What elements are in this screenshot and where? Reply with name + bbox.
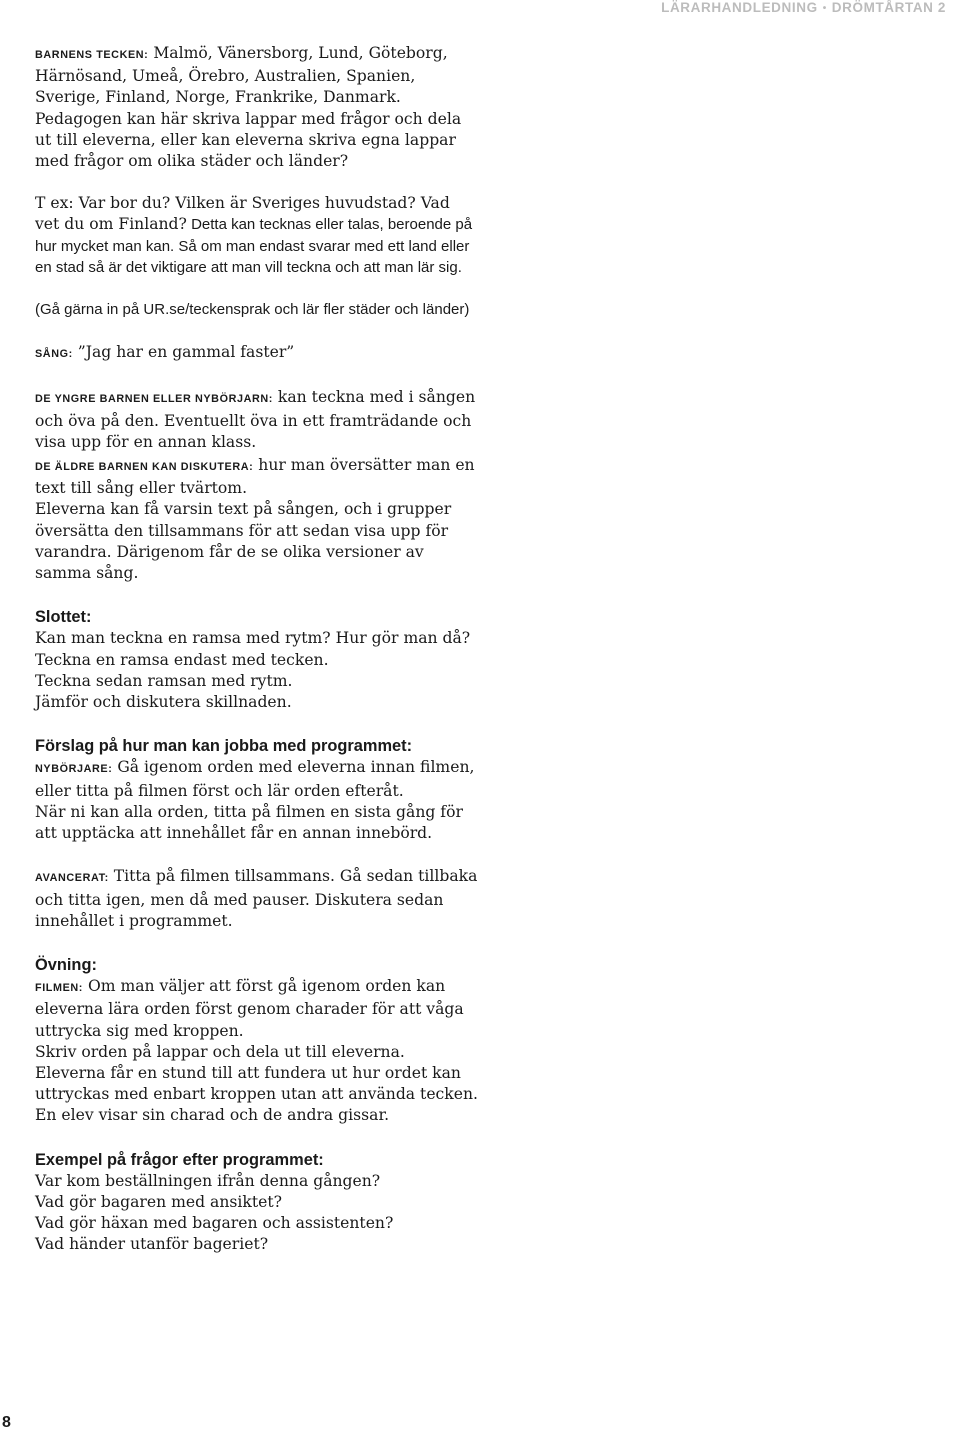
- exempel-question: Var kom beställningen ifrån denna gången?: [35, 1171, 381, 1190]
- slottet-line: Teckna sedan ramsan med rytm.: [35, 671, 293, 690]
- example-questions: T ex: Var bor du? Vilken är Sveriges huvudstad? Vad vet du om Finland?: [35, 194, 450, 234]
- intro-lead: BARNENS TECKEN:: [35, 49, 149, 61]
- song-lead: SÅNG:: [35, 348, 73, 361]
- film-text: Om man väljer att först gå igenom orden kan eleverna lära orden först genom charader för att våga uttrycka sig med kroppen.: [35, 977, 464, 1040]
- example-explanation: Detta kan tecknas eller talas, beroende på hur mycket man kan. Så om man endast svarar med ett land eller en stad så är det viktigare att man vill teckna och att man lär sig.: [35, 216, 473, 276]
- older-instruction: Eleverna kan få varsin text på sången, och i grupper översätta den tillsammans för att sedan visa upp för varandra. Därigenom får de se olika versioner av samma sång.: [35, 500, 452, 583]
- link-note: (Gå gärna in på UR.se/teckensprak och lär fler städer och länder): [35, 301, 470, 319]
- exempel-question: Vad gör häxan med bagaren och assistenten?: [35, 1214, 394, 1233]
- song-title: ”Jag har en gammal faster”: [72, 343, 295, 362]
- header-separator: •: [822, 3, 827, 14]
- younger-text: kan teckna med i sången och öva på den. Eventuellt öva in ett framträdande och visa upp för en annan klass.: [35, 388, 476, 451]
- exempel-heading: Exempel på frågor efter programmet:: [35, 1150, 324, 1169]
- slottet-line: Jämför och diskutera skillnaden.: [35, 693, 292, 712]
- ovning-heading: Övning:: [35, 955, 97, 974]
- film-lead: FILMEN:: [35, 982, 83, 995]
- slottet-heading: Slottet:: [35, 608, 92, 627]
- beginner-lead: NYBÖRJARE:: [35, 763, 113, 776]
- page-content: [35, 43, 479, 1256]
- slottet-line: Kan man teckna en ramsa med rytm? Hur gör man då?: [35, 629, 471, 648]
- intro-paragraph: [35, 43, 479, 109]
- exempel-question: Vad gör bagaren med ansiktet?: [35, 1192, 282, 1211]
- header-series: LÄRARHANDLEDNING: [661, 0, 818, 15]
- advanced-text: Titta på filmen tillsammans. Gå sedan tillbaka och titta igen, men då med pauser. Diskutera sedan innehållet i programmet.: [35, 867, 478, 930]
- younger-lead: DE YNGRE BARNEN ELLER NYBÖRJARN:: [35, 393, 273, 406]
- beginner-paragraph: [35, 757, 479, 801]
- song-paragraph: [35, 342, 479, 365]
- film-paragraph: [35, 976, 479, 1042]
- page-number: 8: [2, 1414, 11, 1431]
- slottet-line: Teckna en ramsa endast med tecken.: [35, 650, 329, 669]
- exempel-question: Vad händer utanför bageriet?: [35, 1235, 269, 1254]
- advanced-lead: AVANCERAT:: [35, 872, 109, 885]
- header-title: DRÖMTÅRTAN 2: [831, 0, 946, 15]
- older-text: hur man översätter man en text till sång eller tvärtom.: [35, 456, 475, 498]
- intro-instruction: Pedagogen kan här skriva lappar med frågor och dela ut till eleverna, eller kan eleverna skriva egna lappar med frågor om olika städer och länder?: [35, 109, 462, 171]
- older-lead: DE ÄLDRE BARNEN KAN DISKUTERA:: [35, 461, 254, 474]
- running-header: [661, 0, 946, 15]
- intro-text: Malmö, Vänersborg, Lund, Göteborg, Härnösand, Umeå, Örebro, Australien, Spanien, Sverige, Finland, Norge, Frankrike, Danmark.: [35, 44, 448, 107]
- advanced-paragraph: [35, 866, 479, 932]
- ovning-instruction: Skriv orden på lappar och dela ut till eleverna. Eleverna får en stund till att fundera ut hur ordet kan uttryckas med enbart kroppen utan att använda tecken. En elev visar sin charad och de andra gissar.: [35, 1042, 478, 1125]
- example-paragraph: [35, 193, 479, 278]
- beginner-text: Gå igenom orden med eleverna innan filmen, eller titta på filmen först och lär orden efteråt.: [35, 758, 475, 800]
- beginner-instruction: När ni kan alla orden, titta på filmen en sista gång för att upptäcka att innehållet får en annan innebörd.: [35, 802, 463, 843]
- younger-paragraph: [35, 387, 479, 453]
- forslag-heading: Förslag på hur man kan jobba med programmet:: [35, 737, 413, 756]
- older-paragraph: [35, 455, 479, 499]
